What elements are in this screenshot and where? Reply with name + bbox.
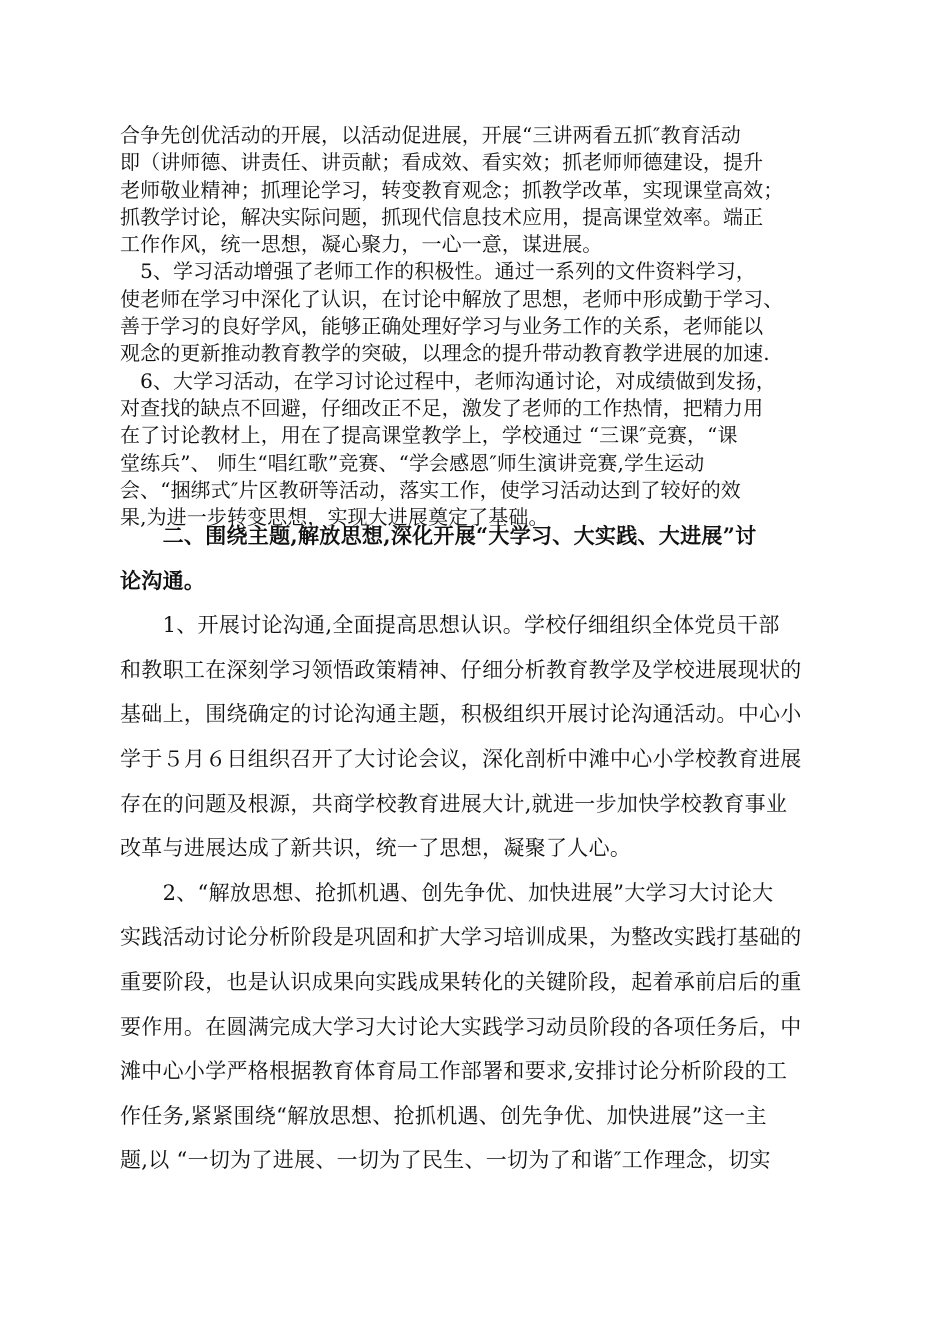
text-line: 基础上，围绕确定的讨论沟通主题，积极组织开展讨论沟通活动。中心小 [120,702,802,727]
section-heading: 二、围绕主题,解放思想,深化开展“大学习、大实践、大进展”讨 [120,523,757,548]
text-line: 会、“捆绑式″片区教研等活动，落实工作，使学习活动达到了较好的效 [120,477,741,502]
text-line: 存在的问题及根源，共商学校教育进展大计,就进一步加快学校教育事业 [120,791,788,816]
text-line: 1、开展讨论沟通,全面提高思想认识。学校仔细组织全体党员干部 [120,613,780,638]
text-line: 作任务,紧紧围绕“解放思想、抢抓机遇、创先争优、加快进展”这一主 [120,1103,767,1128]
text-line: 在了讨论教材上，用在了提高课堂教学上，学校通过 “三课″竞赛，“课 [120,423,738,448]
text-line: 6、大学习活动，在学习讨论过程中，老师沟通讨论，对成绩做到发扬， [120,368,777,393]
text-line: 学于５月６日组织召开了大讨论会议，深化剖析中滩中心小学校教育进展 [120,746,802,771]
text-line: 堂练兵”、 师生“唱红歌”竞赛、“学会感恩″师生演讲竞赛,学生运动 [120,450,705,475]
text-line: 对查找的缺点不回避，仔细改正不足，激发了老师的工作热情，把精力用 [120,395,764,420]
text-line: 要作用。在圆满完成大学习大讨论大实践学习动员阶段的各项任务后，中 [120,1014,802,1039]
text-line: 即（讲师德、讲责任、讲贡献；看成效、看实效；抓老师师德建设，提升 [120,150,764,175]
text-line: 抓教学讨论，解决实际问题，抓现代信息技术应用，提高课堂效率。端正 [120,204,764,229]
text-line: 滩中心小学严格根据教育体育局工作部署和要求,安排讨论分析阶段的工 [120,1059,788,1084]
text-line: 改革与进展达成了新共识，统一了思想，凝聚了人心。 [120,836,632,861]
text-line: 题,以 “一切为了进展、一切为了民生、一切为了和谐″工作理念，切实 [120,1148,771,1173]
text-line: 5、学习活动增强了老师工作的积极性。通过一系列的文件资料学习， [120,259,756,284]
section-heading: 论沟通。 [120,567,206,593]
text-line: 使老师在学习中深化了认识，在讨论中解放了思想，老师中形成勤于学习、 [120,286,784,311]
text-line: 实践活动讨论分析阶段是巩固和扩大学习培训成果，为整改实践打基础的 [120,925,802,950]
text-line: 合争先创优活动的开展，以活动促进展，开展“三讲两看五抓″教育活动 [120,123,741,147]
paragraph-block-main [120,514,840,1183]
paragraph-block-top [120,122,840,531]
text-line: 观念的更新推动教育教学的突破，以理念的提升带动教育教学进展的加速. [120,341,770,366]
text-line: 2、“解放思想、抢抓机遇、创先争优、加快进展”大学习大讨论大 [120,880,774,905]
text-line: 老师敬业精神；抓理论学习，转变教育观念；抓教学改革，实现课堂高效； [120,177,784,202]
text-line: 善于学习的良好学风，能够正确处理好学习与业务工作的关系，老师能以 [120,314,764,339]
text-line: 重要阶段，也是认识成果向实践成果转化的关键阶段，起着承前启后的重 [120,969,802,994]
text-line: 工作作风，统一思想，凝心聚力，一心一意，谋进展。 [120,232,603,257]
text-line: 和教职工在深刻学习领悟政策精神、仔细分析教育教学及学校进展现状的 [120,657,802,682]
text-line: 果,为进一步转变思想，实现大进展奠定了基础。 [120,505,549,530]
